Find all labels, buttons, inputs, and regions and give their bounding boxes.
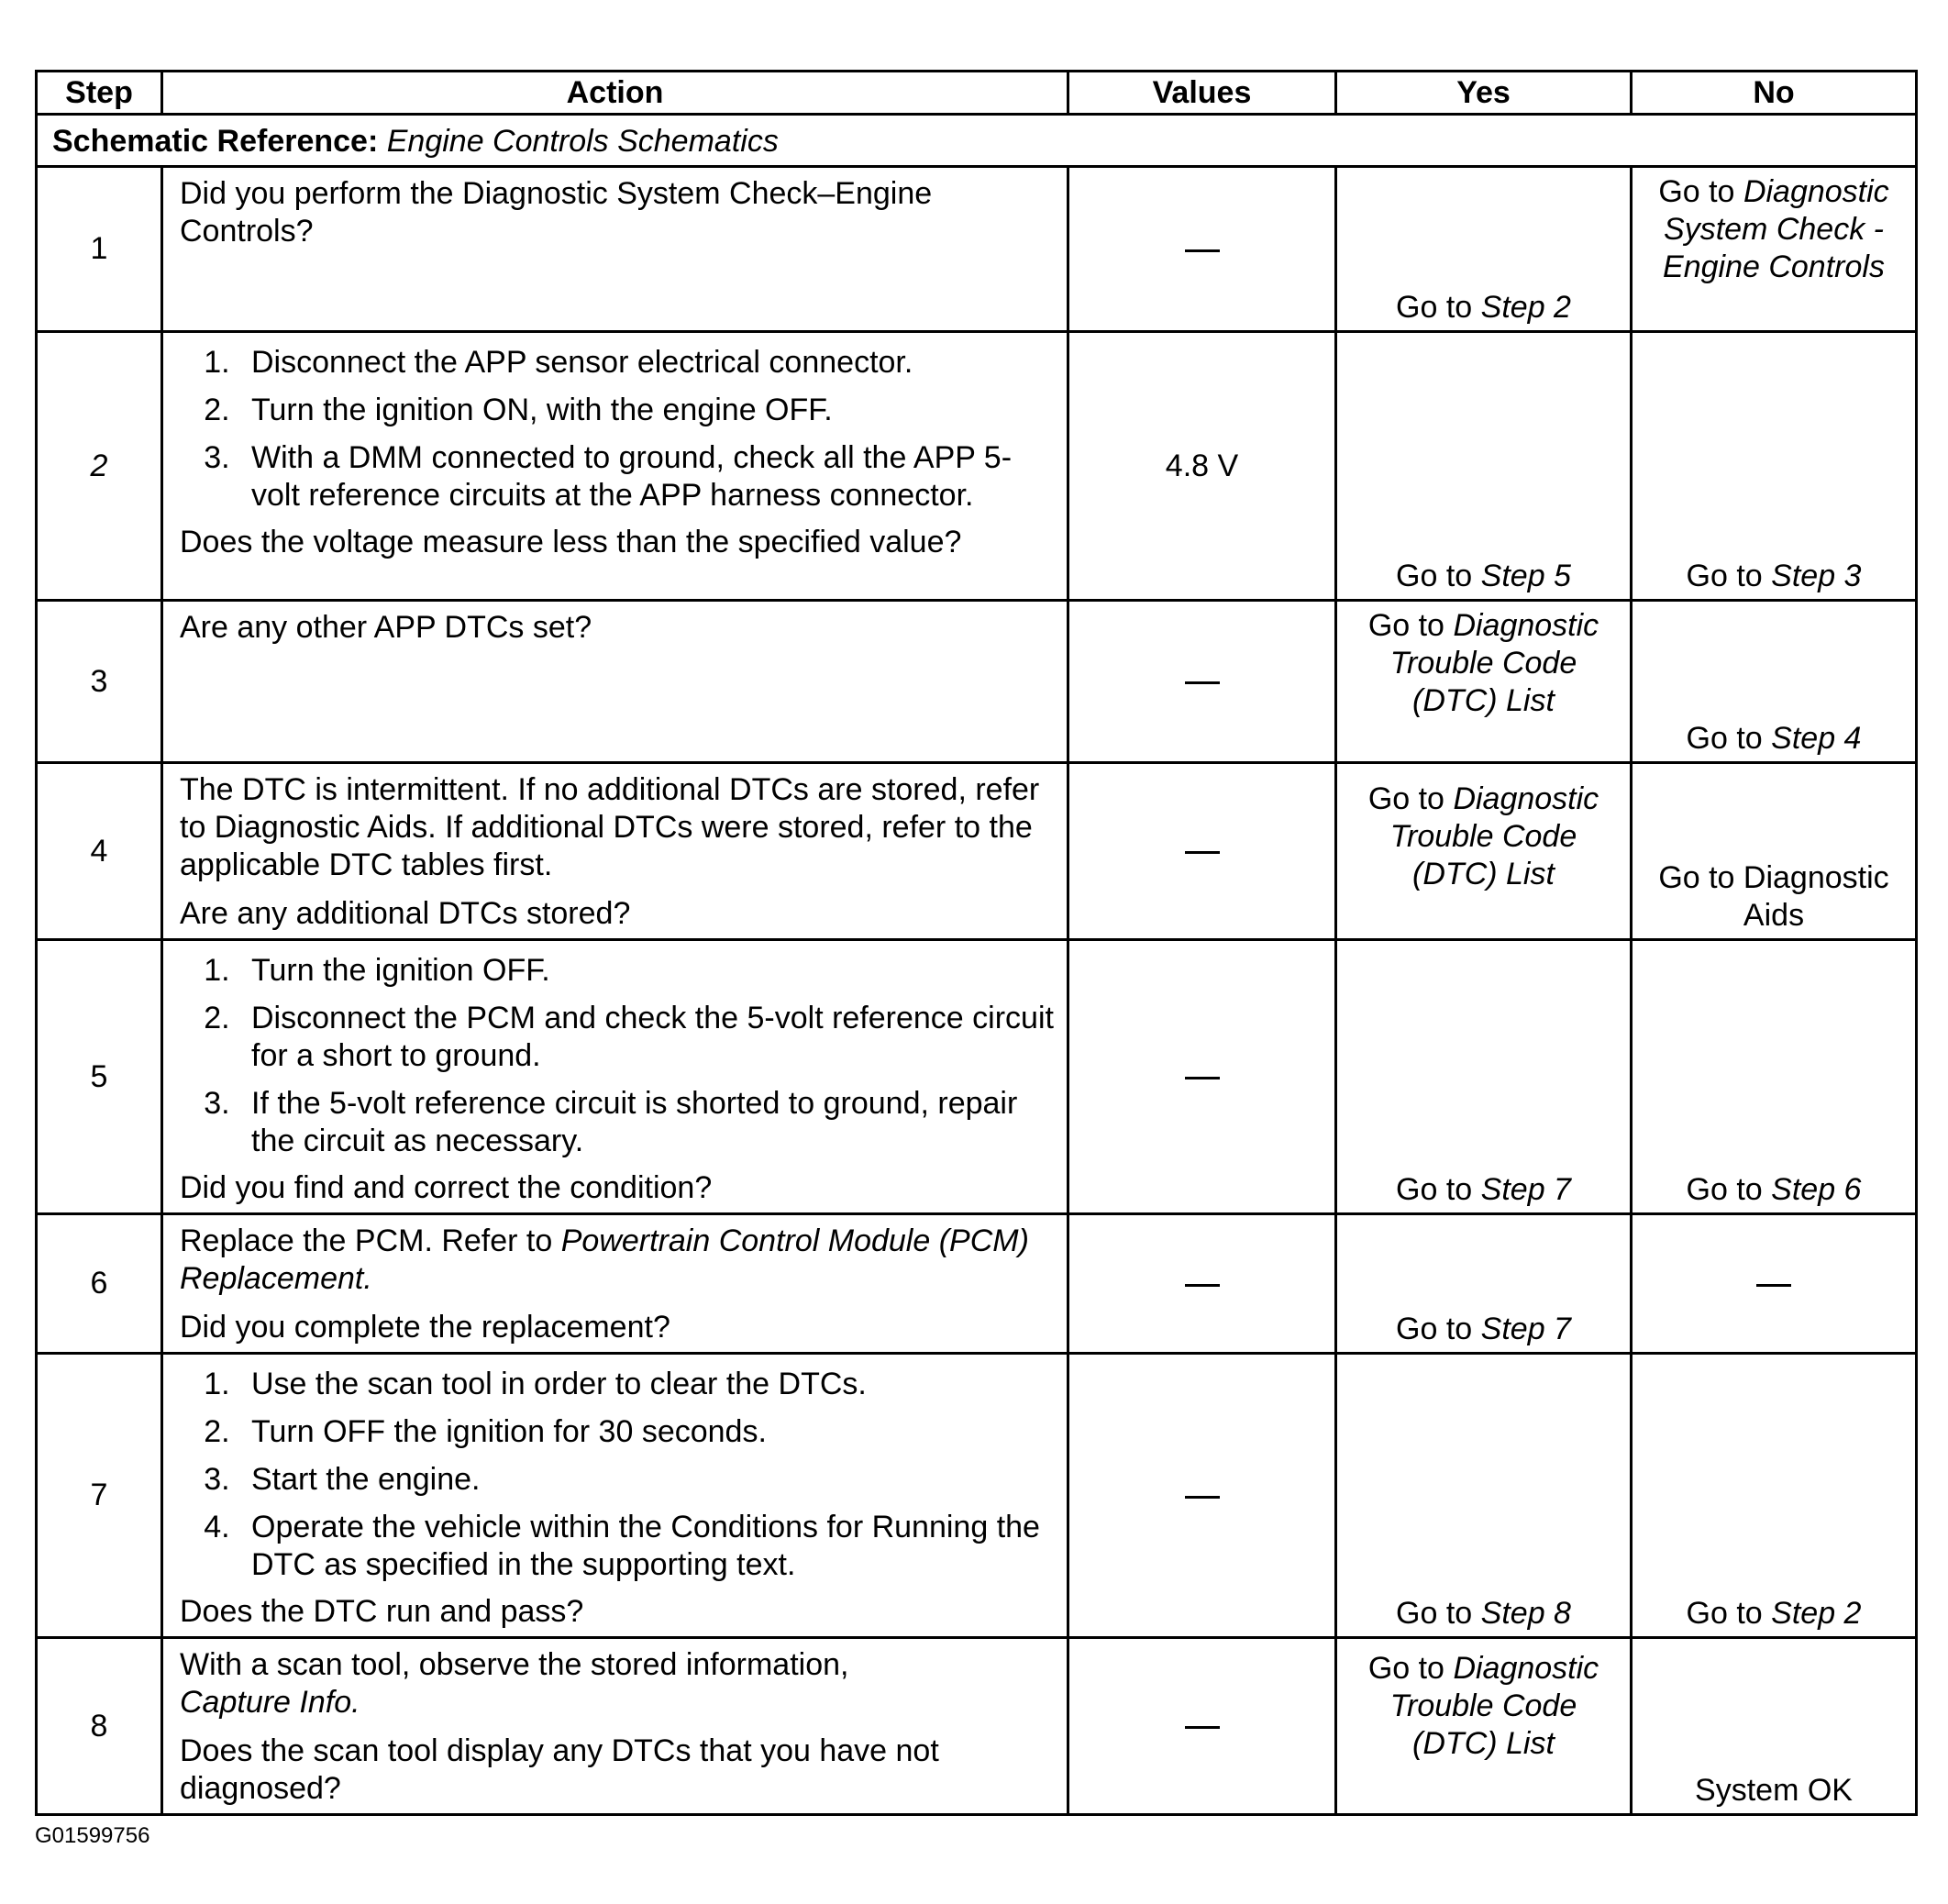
- step-number: 1: [37, 167, 162, 332]
- action-text-prefix: With a scan tool, observe the stored information,: [180, 1647, 849, 1682]
- action-question: Does the DTC run and pass?: [180, 1594, 584, 1629]
- table-row: [37, 1354, 1917, 1638]
- goto-prefix: Go to: [1367, 608, 1444, 643]
- action-question: Does the voltage measure less than the specified value?: [180, 525, 962, 559]
- action-text: [180, 1646, 1054, 1721]
- yes-link[interactable]: [1337, 289, 1630, 327]
- yes-cell: [1336, 167, 1632, 332]
- figure-id: G01599756: [35, 1823, 150, 1848]
- values-cell: [1068, 940, 1336, 1214]
- no-link[interactable]: [1633, 558, 1915, 595]
- goto-target: Step 5: [1480, 559, 1571, 593]
- action-cell: [162, 332, 1068, 601]
- goto-prefix: Go to: [1367, 1651, 1444, 1686]
- table-row: [37, 1214, 1917, 1354]
- action-text: The DTC is intermittent. If no additional DTCs are stored, refer to Diagnostic Aids. If additional DTCs were stored, refer to the applicable DTC tables first.: [180, 772, 1040, 882]
- dash-mark: [1185, 1077, 1220, 1079]
- no-cell: [1632, 1214, 1917, 1354]
- action-question: Did you perform the Diagnostic System Check–Engine Controls?: [180, 176, 933, 249]
- action-step: 3. If the 5-volt reference circuit is shorted to ground, repair the circuit as necessary.: [238, 1085, 1054, 1160]
- action-steps: [180, 952, 1054, 1160]
- yes-link[interactable]: [1337, 1311, 1630, 1348]
- action-cell: [162, 167, 1068, 332]
- goto-target: Step 6: [1771, 1172, 1862, 1207]
- goto-target: Step 2: [1771, 1596, 1862, 1631]
- step-number: 4: [37, 763, 162, 940]
- goto-prefix: Go to: [1658, 174, 1735, 209]
- no-link[interactable]: [1633, 720, 1915, 758]
- action-question: Does the scan tool display any DTCs that you have not diagnosed?: [180, 1733, 939, 1806]
- values-cell: [1068, 1214, 1336, 1354]
- goto-target: Diagnostic System Check - Engine Controls: [1663, 174, 1889, 284]
- goto-prefix: Go to: [1396, 1172, 1473, 1207]
- no-link[interactable]: [1640, 173, 1908, 286]
- no-link[interactable]: Go to Diagnostic Aids: [1658, 860, 1889, 933]
- schematic-reference-link[interactable]: Engine Controls Schematics: [386, 123, 779, 159]
- yes-cell: [1336, 601, 1632, 763]
- yes-link[interactable]: [1337, 1171, 1630, 1209]
- table-row: [37, 601, 1917, 763]
- goto-target: Step 7: [1480, 1172, 1571, 1207]
- yes-cell: [1336, 1354, 1632, 1638]
- goto-target: Diagnostic Trouble Code (DTC) List: [1389, 1651, 1599, 1761]
- yes-link[interactable]: [1337, 1595, 1630, 1633]
- yes-cell: [1336, 332, 1632, 601]
- step-number: 7: [37, 1354, 162, 1638]
- no-link[interactable]: [1633, 1171, 1915, 1209]
- values-cell: [1068, 1638, 1336, 1815]
- no-link[interactable]: [1633, 1595, 1915, 1633]
- values-cell: [1068, 167, 1336, 332]
- goto-target: Diagnostic Trouble Code (DTC) List: [1389, 608, 1599, 718]
- action-text-prefix: Replace the PCM. Refer to: [180, 1223, 553, 1258]
- action-cell: [162, 601, 1068, 763]
- no-cell: [1632, 940, 1917, 1214]
- header-action: Action: [162, 72, 1068, 115]
- step-number: 8: [37, 1638, 162, 1815]
- action-question: Did you complete the replacement?: [180, 1310, 670, 1345]
- goto-prefix: Go to: [1396, 290, 1473, 325]
- header-no: No: [1632, 72, 1917, 115]
- goto-prefix: Go to: [1367, 781, 1444, 816]
- step-number: 2: [37, 332, 162, 601]
- goto-target: Step 2: [1480, 290, 1571, 325]
- table-row: [37, 332, 1917, 601]
- action-question: Are any additional DTCs stored?: [180, 896, 631, 931]
- action-cell: [162, 1354, 1068, 1638]
- yes-cell: [1336, 763, 1632, 940]
- header-step: Step: [37, 72, 162, 115]
- values-cell: [1068, 763, 1336, 940]
- no-cell: [1632, 1354, 1917, 1638]
- goto-prefix: Go to: [1686, 559, 1763, 593]
- schematic-reference: [37, 115, 1917, 167]
- action-cell: [162, 763, 1068, 940]
- dash-mark: [1185, 1284, 1220, 1287]
- action-steps: [180, 344, 1054, 515]
- no-link[interactable]: System OK: [1695, 1773, 1853, 1808]
- table-row: [37, 940, 1917, 1214]
- table-row: [37, 1638, 1917, 1815]
- yes-link[interactable]: [1345, 769, 1622, 893]
- yes-cell: [1336, 1638, 1632, 1815]
- dash-mark: [1185, 249, 1220, 252]
- goto-prefix: Go to: [1686, 1172, 1763, 1207]
- goto-prefix: Go to: [1686, 1596, 1763, 1631]
- dash-mark: [1185, 681, 1220, 684]
- goto-target: Diagnostic Trouble Code (DTC) List: [1389, 781, 1599, 891]
- action-step: 1. Turn the ignition OFF.: [238, 952, 1054, 990]
- action-step: 2. Turn the ignition ON, with the engine OFF.: [238, 392, 1054, 429]
- action-question: Are any other APP DTCs set?: [180, 610, 592, 645]
- no-cell: [1632, 763, 1917, 940]
- header-yes: Yes: [1336, 72, 1632, 115]
- goto-target: Step 8: [1480, 1596, 1571, 1631]
- values-cell: 4.8 V: [1068, 332, 1336, 601]
- diagnostic-table-sheet: [35, 70, 1915, 1816]
- action-cell: [162, 1214, 1068, 1354]
- dash-mark: [1756, 1284, 1791, 1287]
- yes-cell: [1336, 940, 1632, 1214]
- action-step: 3. With a DMM connected to ground, check all the APP 5-volt reference circuits at the APP harness connector.: [238, 439, 1054, 515]
- no-cell: [1632, 332, 1917, 601]
- schematic-reference-label: Schematic Reference:: [52, 123, 379, 159]
- values-cell: [1068, 1354, 1336, 1638]
- schematic-reference-row: [37, 115, 1917, 167]
- table-header-row: [37, 72, 1917, 115]
- goto-prefix: Go to: [1686, 721, 1763, 756]
- yes-cell: [1336, 1214, 1632, 1354]
- goto-prefix: Go to: [1396, 559, 1473, 593]
- yes-link[interactable]: [1345, 607, 1622, 720]
- action-steps: [180, 1366, 1054, 1584]
- goto-target: Step 3: [1771, 559, 1862, 593]
- action-cell: [162, 940, 1068, 1214]
- dash-mark: [1185, 1726, 1220, 1729]
- values-cell: [1068, 601, 1336, 763]
- dash-mark: [1185, 1496, 1220, 1499]
- step-number: 3: [37, 601, 162, 763]
- no-cell: [1632, 167, 1917, 332]
- step-number: 6: [37, 1214, 162, 1354]
- yes-link[interactable]: [1337, 558, 1630, 595]
- goto-prefix: Go to: [1396, 1312, 1473, 1346]
- action-reference-link[interactable]: Powertrain Control Module (PCM) Replacement.: [180, 1223, 1029, 1296]
- table-row: [37, 167, 1917, 332]
- goto-target: Step 7: [1480, 1312, 1571, 1346]
- action-cell: [162, 1638, 1068, 1815]
- step-number: 5: [37, 940, 162, 1214]
- action-step: 2. Turn OFF the ignition for 30 seconds.: [238, 1413, 1054, 1451]
- action-text: [180, 1223, 1054, 1298]
- no-cell: [1632, 1638, 1917, 1815]
- diagnostic-table: [35, 70, 1918, 1816]
- action-step: 1. Use the scan tool in order to clear the DTCs.: [238, 1366, 1054, 1403]
- action-reference-link[interactable]: Capture Info.: [180, 1685, 360, 1720]
- no-cell: [1632, 601, 1917, 763]
- header-values: Values: [1068, 72, 1336, 115]
- table-row: [37, 763, 1917, 940]
- action-step: 3. Start the engine.: [238, 1461, 1054, 1499]
- yes-link[interactable]: [1345, 1644, 1622, 1763]
- action-step: 4. Operate the vehicle within the Conditions for Running the DTC as specified in the supporting text.: [238, 1509, 1054, 1584]
- action-question: Did you find and correct the condition?: [180, 1170, 713, 1205]
- dash-mark: [1185, 851, 1220, 854]
- goto-target: Step 4: [1771, 721, 1862, 756]
- action-step: 2. Disconnect the PCM and check the 5-volt reference circuit for a short to ground.: [238, 1000, 1054, 1075]
- action-step: 1. Disconnect the APP sensor electrical connector.: [238, 344, 1054, 382]
- goto-prefix: Go to: [1396, 1596, 1473, 1631]
